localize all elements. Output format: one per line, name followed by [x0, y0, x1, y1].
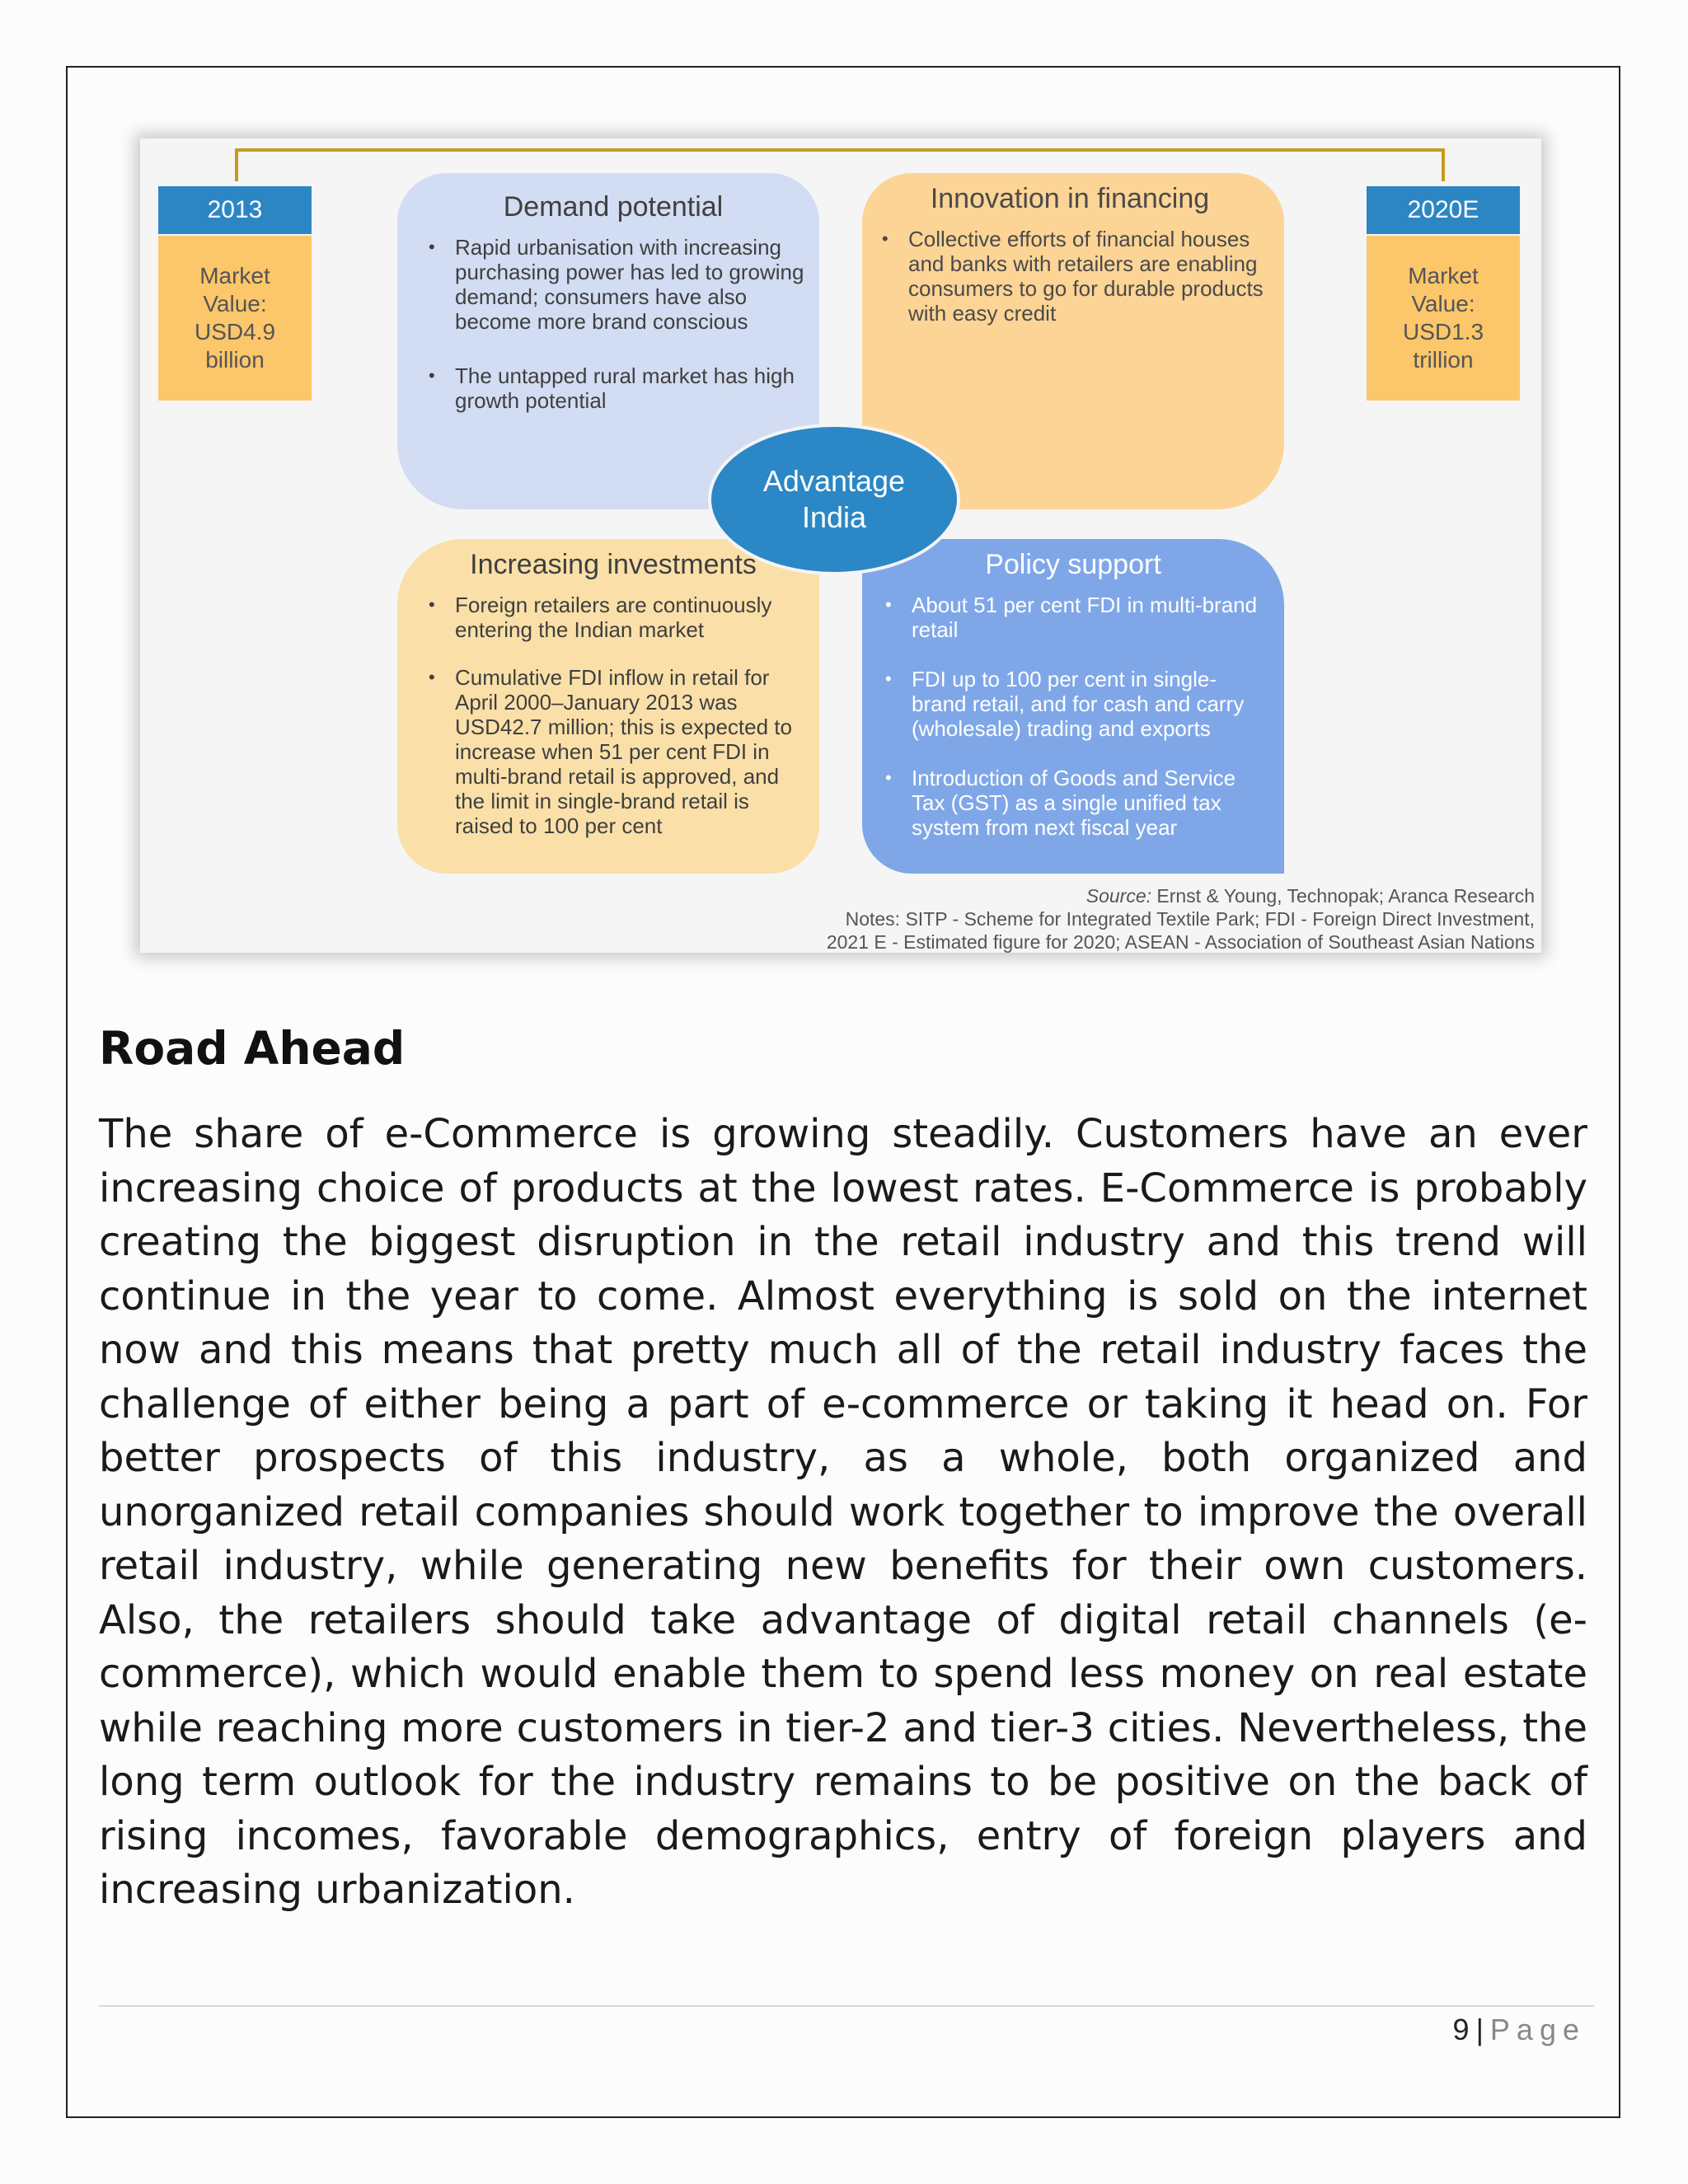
- advantage-india-oval: [711, 427, 957, 572]
- quadrant-bullet: • The untapped rural market has high growth potential: [455, 363, 804, 413]
- quadrant-title: Policy support: [985, 549, 1161, 580]
- section-body: The share of e-Commerce is growing steadily. Customers have an ever increasing choice of products at the lowest rates. E-Commerce is probably creating the biggest disruption in the retail industry and this trend will continue in the year to come. Almost everything is sold on the internet now and this means that pretty much all of the retail industry faces the challenge of either being a part of e-commerce or taking it head on. For better prospects of this industry, as a whole, both organized and unorganized retail companies should work together to improve the overall retail industry, while generating new benefits for their own customers. Also, the retailers should take advantage of digital retail channels (e-commerce), which would enable them to spend less money on real estate while reaching more customers in tier-2 and tier-3 cities. Nevertheless, the long term outlook for the industry remains to be positive on the back of rising incomes, favorable demographics, entry of foreign players and increasing urbanization.: [99, 1111, 1587, 1913]
- market-value-line: USD4.9: [194, 319, 276, 344]
- quadrant-title: Increasing investments: [470, 549, 757, 580]
- timeline-connector: [235, 148, 1445, 181]
- quadrant-title: Demand potential: [503, 191, 724, 223]
- center-label-line: India: [801, 500, 867, 534]
- quadrant-bullet: • Introduction of Goods and Service Tax (GST) as a single unified tax system from next fiscal year: [912, 766, 1268, 840]
- quadrant-bullet: • Rapid urbanisation with increasing purchasing power has led to growing demand; consumers have also become more brand conscious: [455, 235, 804, 334]
- year-2020e-tab: 2020E: [1367, 186, 1520, 234]
- market-value-line: USD1.3: [1402, 319, 1484, 344]
- quadrant-title: Innovation in financing: [930, 183, 1210, 214]
- page-footer: [1453, 2013, 1586, 2047]
- market-value-line: Market: [1408, 263, 1479, 288]
- page-label: Page: [1489, 2013, 1586, 2046]
- quadrant-bullet: • Collective efforts of financial houses and banks with retailers are enabling consumers to go for durable products with easy credit: [908, 227, 1264, 326]
- figure-source-notes: [827, 884, 1535, 954]
- market-value-2020e: [1367, 236, 1520, 401]
- quadrant-bullet: • FDI up to 100 per cent in single-brand retail, and for cash and carry (wholesale) trading and exports: [912, 667, 1268, 741]
- market-value-line: Value:: [203, 291, 267, 316]
- advantage-india-figure: [140, 138, 1541, 953]
- quadrant-bullet: • Cumulative FDI inflow in retail for April 2000–January 2013 was USD42.7 million; this is expected to increase when 51 per cent FDI in multi-brand retail is approved, and the limit in single-brand retail is raised to 100 per cent: [455, 665, 804, 838]
- market-value-line: billion: [205, 347, 265, 373]
- page-number: 9: [1452, 2013, 1470, 2046]
- quadrant-increasing-investments: [397, 539, 819, 874]
- market-value-2013: [158, 236, 312, 401]
- source-label: Source:: [1085, 885, 1151, 907]
- footer-divider: [99, 2005, 1594, 2007]
- page-separator: |: [1475, 2013, 1484, 2046]
- source-line: [827, 884, 1535, 907]
- market-value-line: Market: [199, 263, 270, 288]
- quadrant-policy-support: [862, 539, 1284, 874]
- quadrant-bullet: • About 51 per cent FDI in multi-brand retail: [912, 593, 1268, 642]
- center-label-line: Advantage: [762, 464, 906, 498]
- quadrant-bullet: • Foreign retailers are continuously entering the Indian market: [455, 593, 804, 642]
- section-title: Road Ahead: [99, 1022, 406, 1075]
- market-value-line: Value:: [1411, 291, 1475, 316]
- market-value-line: trillion: [1413, 347, 1474, 373]
- source-text: Ernst & Young, Technopak; Aranca Research: [1151, 885, 1535, 907]
- year-2013-tab: 2013: [158, 186, 312, 234]
- notes-line: 2021 E - Estimated figure for 2020; ASEAN - Association of Southeast Asian Nations: [826, 931, 1535, 953]
- notes-line: Notes: SITP - Scheme for Integrated Textile Park; FDI - Foreign Direct Investment,: [845, 908, 1535, 930]
